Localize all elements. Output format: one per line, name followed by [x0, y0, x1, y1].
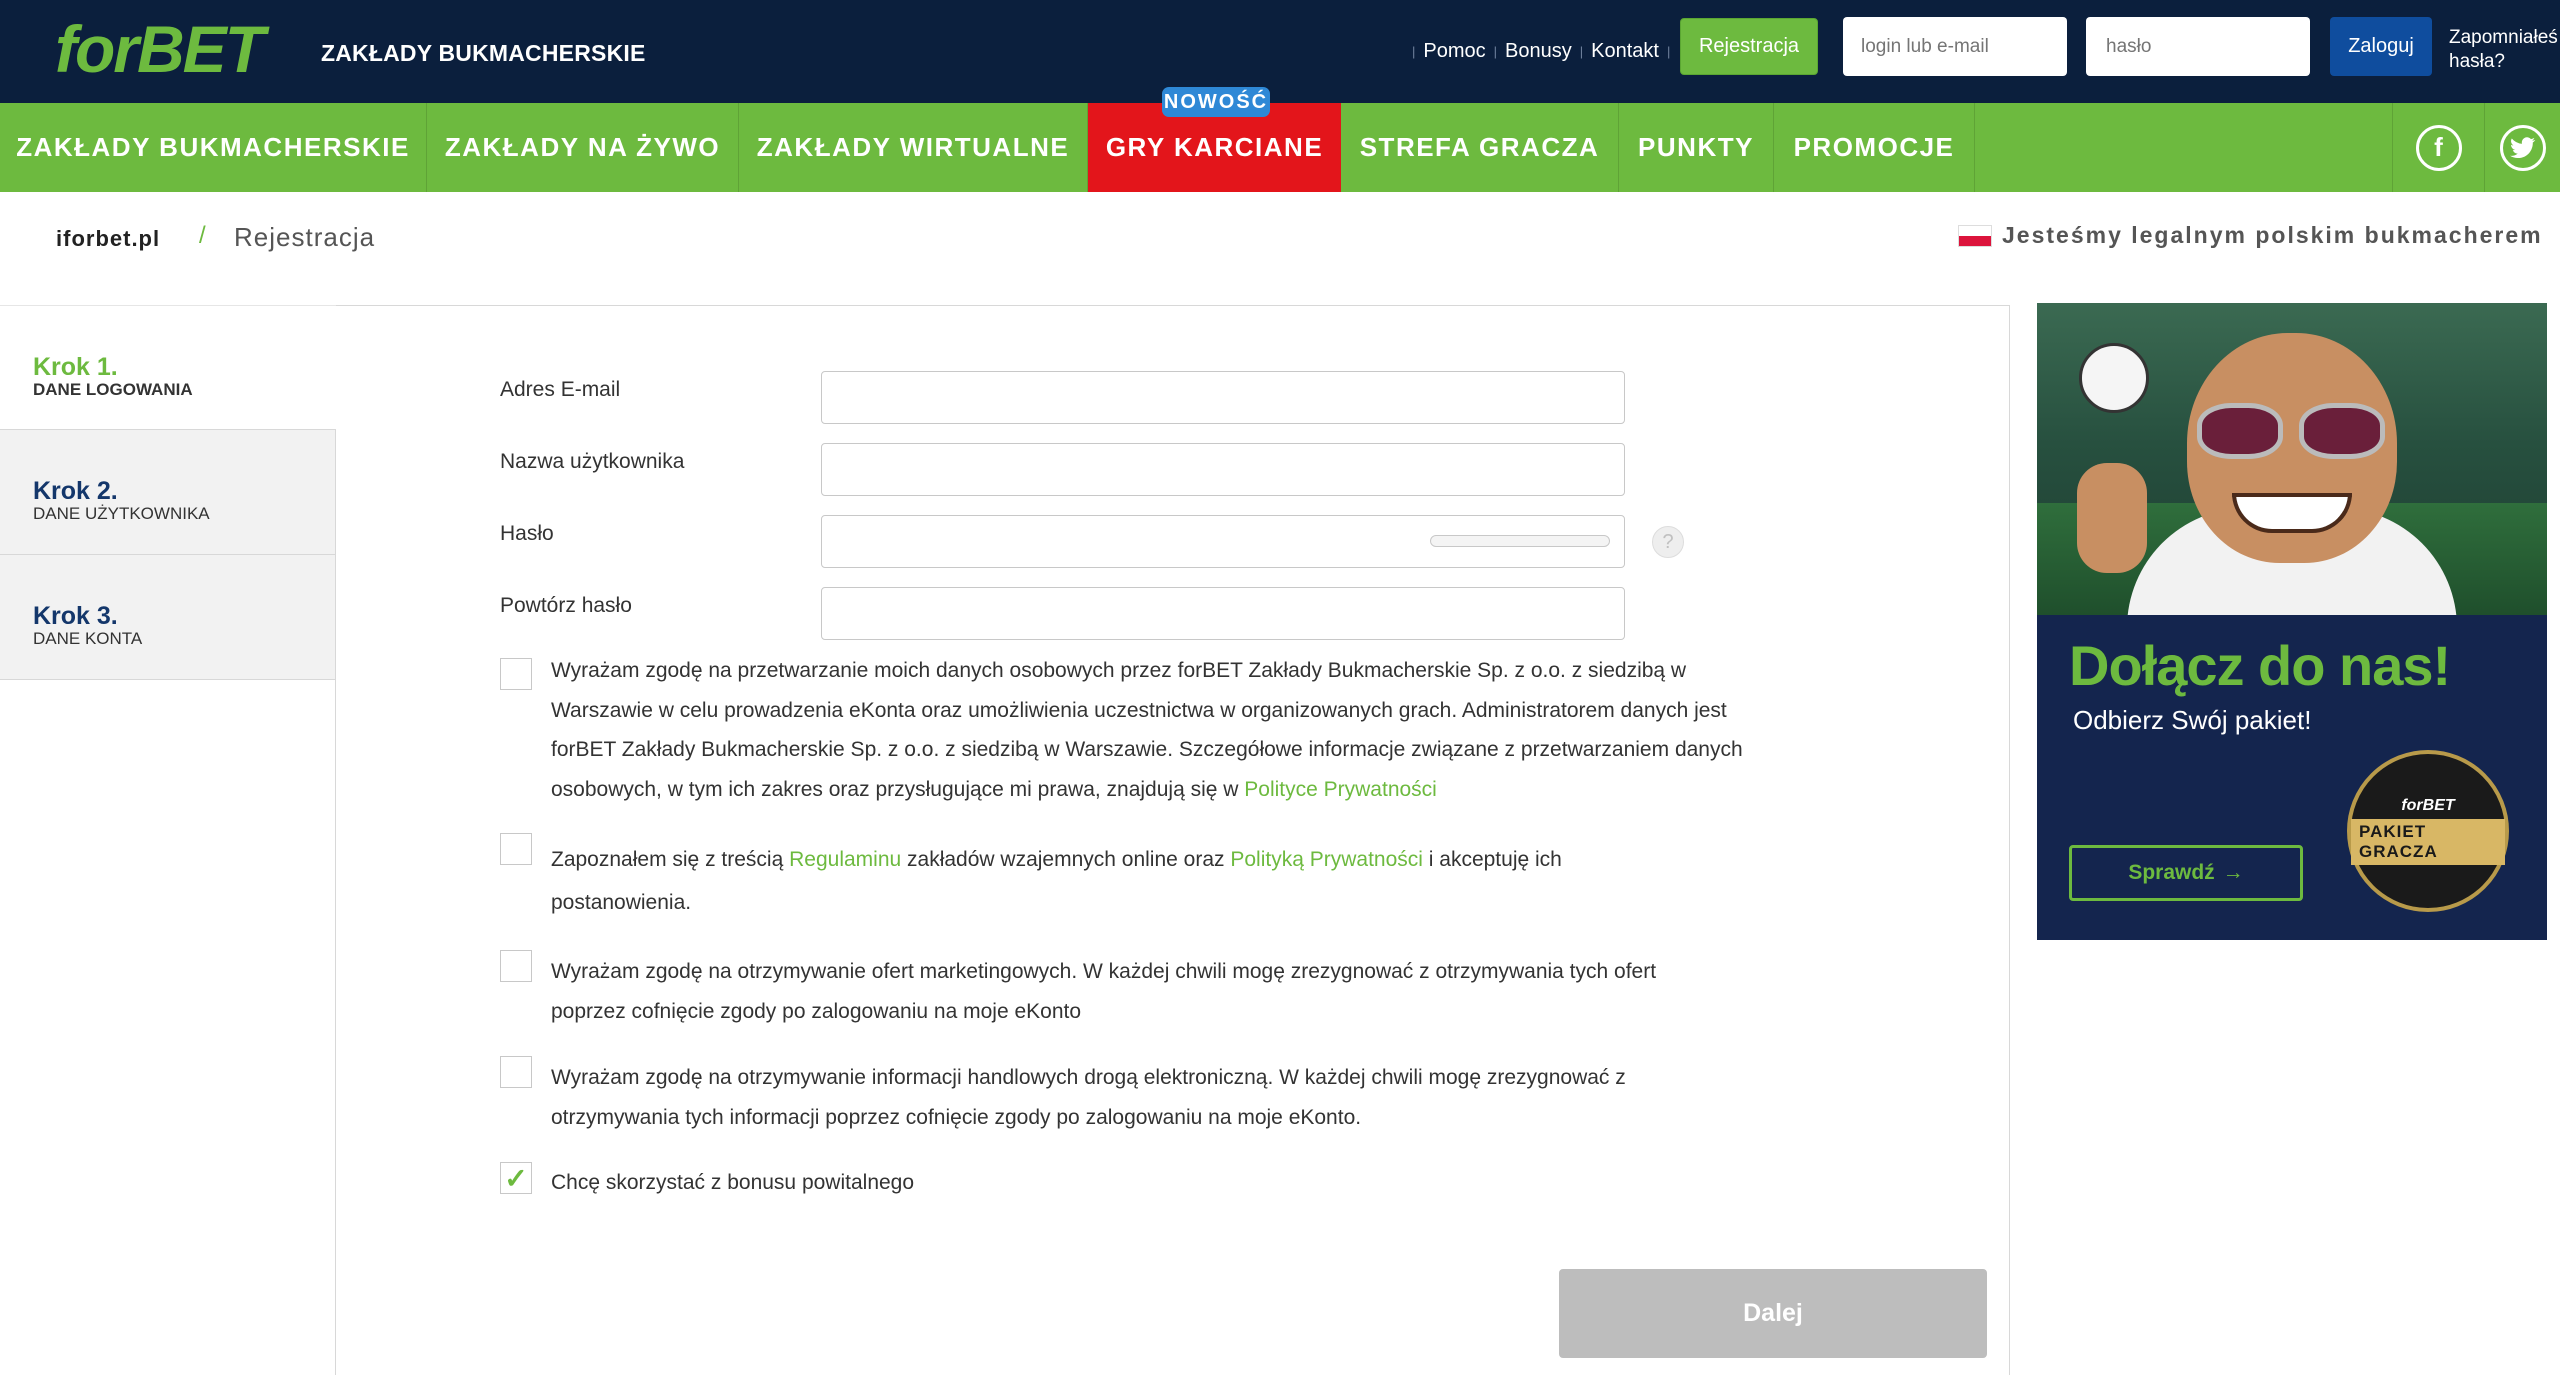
terms-link[interactable]: Regulaminu [789, 848, 902, 871]
panel-border [335, 430, 336, 1375]
nav-live-betting[interactable]: ZAKŁADY NA ŻYWO [427, 103, 739, 192]
step-title: Krok 3. [33, 602, 118, 630]
banner-title: Dołącz do nas! [2069, 634, 2451, 697]
step-1[interactable] [0, 305, 336, 430]
facebook-icon: f [2416, 125, 2462, 171]
step-subtitle: DANE KONTA [33, 629, 143, 648]
forgot-password-link[interactable] [2449, 26, 2560, 74]
new-badge: NOWOŚĆ [1162, 87, 1270, 117]
login-input[interactable] [1843, 17, 2067, 76]
arrow-right-icon: → [2222, 861, 2244, 884]
bonuses-link[interactable]: Bonusy [1505, 40, 1572, 62]
help-icon[interactable]: ? [1652, 526, 1684, 558]
password-label: Hasło [500, 522, 554, 545]
legal-text: Jesteśmy legalnym polskim bukmacherem [2002, 222, 2543, 248]
consent-text: i akceptuję ich postanowienia. [551, 848, 1562, 914]
username-label: Nazwa użytkownika [500, 450, 685, 473]
nav-sports-betting[interactable]: ZAKŁADY BUKMACHERSKIE [0, 103, 427, 192]
register-button[interactable]: Rejestracja [1680, 18, 1818, 75]
welcome-bonus-checkbox[interactable] [500, 1162, 532, 1194]
repeat-password-label: Powtórz hasło [500, 594, 632, 617]
header-links [1404, 40, 1678, 63]
twitter-button[interactable] [2484, 103, 2560, 192]
sunglasses-left-graphic [2197, 403, 2283, 459]
football-icon [2079, 343, 2149, 413]
nav-points[interactable]: PUNKTY [1619, 103, 1774, 192]
forgot-line-1: Zapomniałeś [2449, 27, 2558, 48]
legal-bookmaker-notice [1958, 222, 2543, 249]
panel-border [336, 305, 2010, 306]
nav-card-games[interactable]: GRY KARCIANE [1088, 103, 1341, 192]
step-subtitle: DANE LOGOWANIA [33, 380, 193, 399]
link-separator: | [1412, 44, 1416, 59]
commercial-info-consent-text: Wyrażam zgodę na otrzymywanie informacji handlowych drogą elektroniczną. W każdej chwili mogę zrezygnować z otrzymywania tych informacji poprzez cofnięcie zgody po zalogowaniu na moje eKonto. [551, 1066, 1626, 1129]
breadcrumb-current: Rejestracja [234, 222, 376, 252]
breadcrumb-separator: / [199, 222, 206, 249]
panel-border [2009, 305, 2010, 1375]
password-strength-meter [1430, 535, 1610, 547]
password-input[interactable] [2086, 17, 2310, 76]
breadcrumb-home-link[interactable]: iforbet.pl [56, 226, 161, 251]
nav-promotions[interactable]: PROMOCJE [1774, 103, 1975, 192]
check-icon: ✓ [504, 1162, 528, 1194]
marketing-consent-checkbox[interactable] [500, 950, 532, 982]
repeat-password-field[interactable] [821, 587, 1625, 640]
player-package-seal [2347, 750, 2509, 912]
banner-check-button[interactable] [2069, 845, 2303, 901]
seal-ribbon: PAKIET GRACZA [2351, 819, 2505, 865]
commercial-info-consent-checkbox[interactable] [500, 1056, 532, 1088]
banner-subtitle: Odbierz Swój pakiet! [2073, 705, 2312, 735]
forgot-line-2: hasła? [2449, 51, 2505, 72]
consent-text: Zapoznałem się z treścią [551, 848, 790, 871]
step-2[interactable] [0, 430, 336, 555]
terms-consent-text [551, 838, 1631, 924]
welcome-bonus-text: Chcę skorzystać z bonusu powitalnego [551, 1171, 915, 1194]
forbet-logo[interactable]: forBET [55, 12, 263, 86]
step-subtitle: DANE UŻYTKOWNIKA [33, 504, 210, 523]
consent-text: Wyrażam zgodę na przetwarzanie moich danych osobowych przez forBET Zakłady Bukmacherskie Sp. z o.o. z siedzibą w Warszawie w celu prowadzenia eKonta oraz umożliwienia uczestnictwa w organizowanych grach. Administratorem danych jest forBET Zakłady Bukmacherskie Sp. z o.o. z siedzibą w Warszawie. Szczegółowe informacje związane z przetwarzaniem danych osobowych, w tym ich zakres oraz przysługujące mi prawa, znajdują się w [551, 659, 1743, 801]
seal-brand: forBET [2401, 797, 2455, 814]
step-title: Krok 1. [33, 353, 118, 381]
banner-button-label: Sprawdź [2128, 861, 2215, 884]
nav-virtual-betting[interactable]: ZAKŁADY WIRTUALNE [739, 103, 1088, 192]
step-title: Krok 2. [33, 477, 118, 505]
link-separator: | [1493, 44, 1498, 59]
main-nav [0, 103, 2560, 192]
nav-player-zone[interactable]: STREFA GRACZA [1341, 103, 1619, 192]
privacy-consent-checkbox[interactable] [500, 658, 532, 690]
poland-flag-icon [1958, 225, 1992, 247]
thumbs-up-graphic [2077, 463, 2147, 573]
link-separator: | [1579, 44, 1584, 59]
contact-link[interactable]: Kontakt [1591, 40, 1659, 62]
login-button[interactable]: Zaloguj [2330, 17, 2432, 76]
promo-banner[interactable] [2037, 303, 2547, 940]
privacy-consent-text [551, 651, 1751, 809]
banner-photo [2037, 303, 2547, 615]
twitter-icon [2500, 125, 2546, 171]
privacy-policy-link[interactable]: Polityce Prywatności [1244, 777, 1437, 801]
sunglasses-right-graphic [2299, 403, 2385, 459]
step-3[interactable] [0, 555, 336, 680]
terms-consent-checkbox[interactable] [500, 833, 532, 865]
consent-text: zakładów wzajemnych online oraz [901, 848, 1231, 871]
registration-steps [0, 305, 336, 680]
email-field[interactable] [821, 371, 1625, 424]
username-field[interactable] [821, 443, 1625, 496]
marketing-consent-text: Wyrażam zgodę na otrzymywanie ofert marketingowych. W każdej chwili mogę zrezygnować z otrzymywania tych ofert poprzez cofnięcie zgody po zalogowaniu na moje eKonto [551, 960, 1657, 1023]
link-separator: | [1666, 44, 1671, 59]
privacy-policy-link[interactable]: Polityką Prywatności [1230, 848, 1423, 871]
top-header [0, 0, 2560, 103]
header-tagline: ZAKŁADY BUKMACHERSKIE [321, 40, 646, 66]
facebook-button[interactable] [2392, 103, 2484, 192]
next-button[interactable]: Dalej [1559, 1269, 1987, 1358]
help-link[interactable]: Pomoc [1423, 40, 1486, 62]
email-label: Adres E-mail [500, 378, 621, 401]
